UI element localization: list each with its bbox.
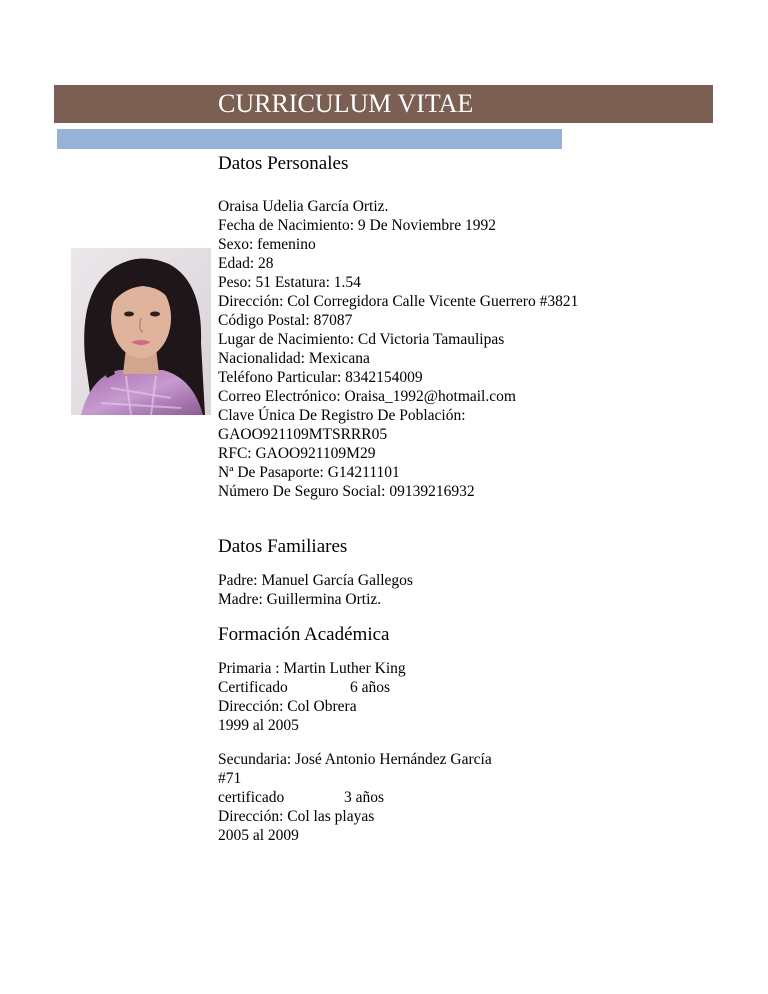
title-bar bbox=[54, 85, 713, 123]
education-heading: Formación Académica bbox=[218, 624, 390, 645]
social-security: Número De Seguro Social: 09139216932 bbox=[218, 483, 475, 500]
weight-height: Peso: 51 Estatura: 1.54 bbox=[218, 274, 361, 291]
secundaria-period: 2005 al 2009 bbox=[218, 827, 299, 844]
age: Edad: 28 bbox=[218, 255, 274, 272]
primaria-cert-years: 6 años bbox=[350, 679, 391, 696]
nationality: Nacionalidad: Mexicana bbox=[218, 350, 370, 367]
postal-code: Código Postal: 87087 bbox=[218, 312, 353, 329]
secundaria-address: Dirección: Col las playas bbox=[218, 808, 375, 825]
family-data-list bbox=[218, 571, 738, 609]
personal-data-list bbox=[218, 197, 738, 501]
secundaria-block bbox=[218, 750, 738, 845]
passport: Nª De Pasaporte: G14211101 bbox=[218, 464, 400, 481]
phone: Teléfono Particular: 8342154009 bbox=[218, 369, 423, 386]
secundaria-certificate bbox=[218, 788, 738, 807]
primaria-address: Dirección: Col Obrera bbox=[218, 698, 357, 715]
email: Correo Electrónico: Oraisa_1992@hotmail.com bbox=[218, 388, 516, 405]
mother: Madre: Guillermina Ortiz. bbox=[218, 591, 382, 608]
family-data-heading: Datos Familiares bbox=[218, 536, 348, 557]
cv-content bbox=[218, 150, 738, 845]
primaria-cert-label: Certificado bbox=[218, 679, 288, 696]
personal-data-heading: Datos Personales bbox=[218, 153, 349, 174]
full-name: Oraisa Udelia García Ortiz. bbox=[218, 198, 389, 215]
birth-place: Lugar de Nacimiento: Cd Victoria Tamaulipas bbox=[218, 331, 505, 348]
secundaria-cert-years: 3 años bbox=[344, 789, 385, 806]
primaria-certificate bbox=[218, 678, 738, 697]
birth-date: Fecha de Nacimiento: 9 De Noviembre 1992 bbox=[218, 217, 497, 234]
primaria-block bbox=[218, 659, 738, 735]
accent-bar bbox=[57, 129, 562, 149]
rfc: RFC: GAOO921109M29 bbox=[218, 445, 376, 462]
curp-value: GAOO921109MTSRRR05 bbox=[218, 426, 388, 443]
address: Dirección: Col Corregidora Calle Vicente Guerrero #3821 bbox=[218, 293, 579, 310]
page-title: CURRICULUM VITAE bbox=[218, 89, 474, 118]
curp-label: Clave Única De Registro De Población: bbox=[218, 407, 466, 424]
secundaria-school-number: #71 bbox=[218, 770, 242, 787]
secundaria-cert-label: certificado bbox=[218, 789, 285, 806]
father: Padre: Manuel García Gallegos bbox=[218, 572, 413, 589]
profile-photo bbox=[71, 248, 211, 415]
primaria-period: 1999 al 2005 bbox=[218, 717, 299, 734]
secundaria-school: Secundaria: José Antonio Hernández García bbox=[218, 751, 492, 768]
primaria-school: Primaria : Martin Luther King bbox=[218, 660, 406, 677]
sex: Sexo: femenino bbox=[218, 236, 316, 253]
